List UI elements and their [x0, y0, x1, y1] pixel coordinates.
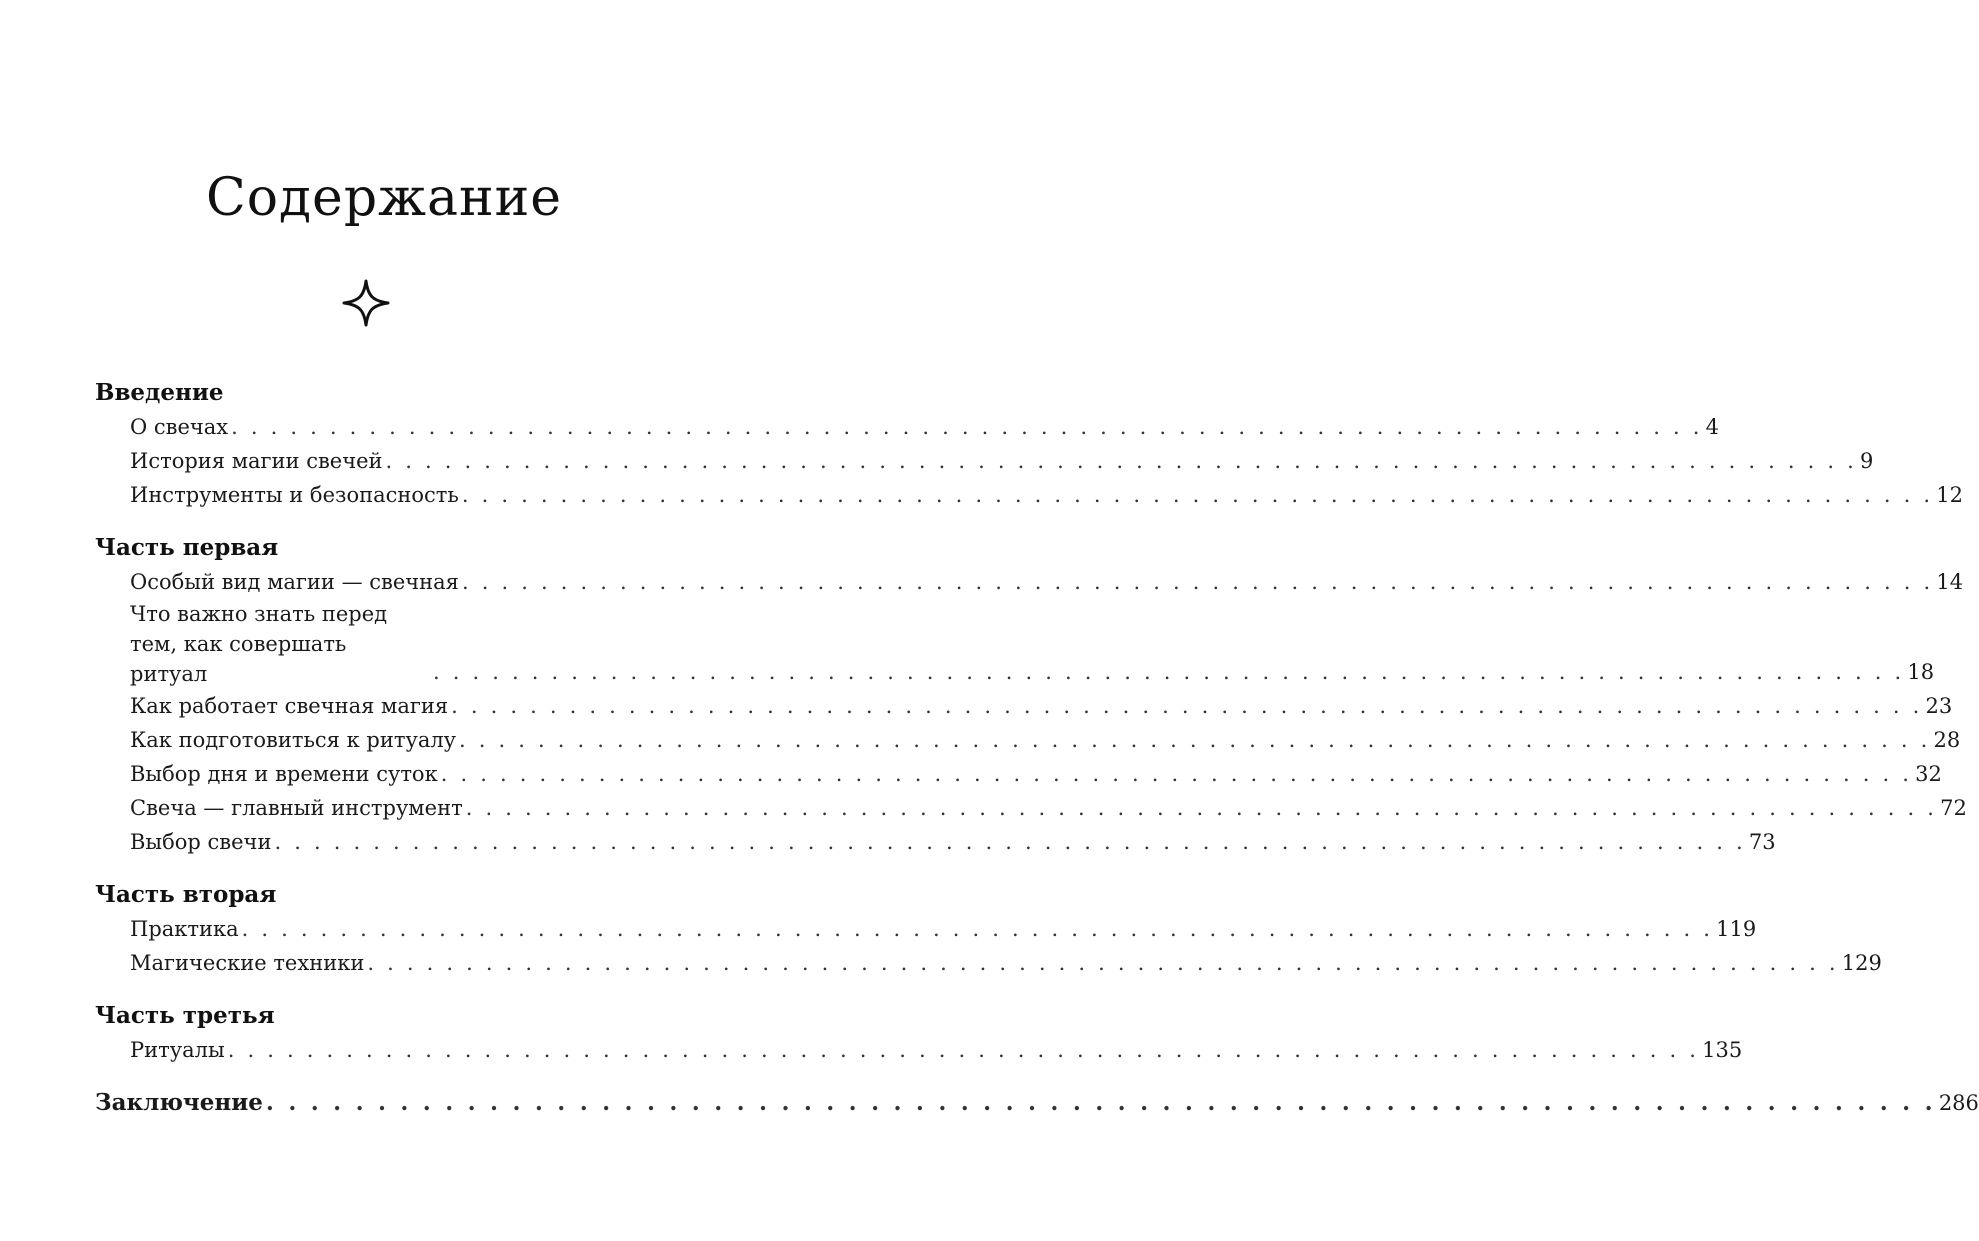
page-number: 286	[1938, 1091, 1979, 1115]
section-title: Введение	[95, 379, 224, 406]
page-number: 73	[1748, 830, 1776, 854]
dot-leader: . . . . . . . . . . . . . . . . . . . . . . . . . . . . . . . . . . . . . . . . . . . . . . . . . . . . . . . . . . . . . . . . . . . . . . . . . . .	[231, 415, 1703, 439]
toc-entry[interactable]	[95, 912, 1757, 946]
dot-leader: . . . . . . . . . . . . . . . . . . . . . . . . . . . . . . . . . . . . . . . . . . . . . . . . . . . . . . . . . . . . . . . . . . . . . . . . . . .	[227, 1038, 1700, 1062]
entry-title: Как подготовиться к ритуалу	[130, 728, 457, 752]
toc-entry[interactable]	[95, 444, 1874, 478]
page-number: 18	[1907, 660, 1935, 684]
toc-entry[interactable]	[95, 946, 1882, 980]
page-number: 119	[1716, 917, 1757, 941]
section-title: Часть первая	[95, 534, 279, 561]
section-part-one	[95, 531, 1967, 859]
toc-entry[interactable]	[95, 1033, 1743, 1067]
toc-entry[interactable]	[95, 791, 1967, 825]
section-part-three	[95, 999, 1743, 1067]
entry-title: О свечах	[130, 415, 229, 439]
page-number: 72	[1940, 796, 1967, 820]
dot-leader: . . . . . . . . . . . . . . . . . . . . . . . . . . . . . . . . . . . . . . . . . . . . . . . . . . . . . . . . . . . . . . . . . . . . . . . . . . .	[265, 1089, 1936, 1116]
page-number: 9	[1859, 449, 1874, 473]
toc-entry[interactable]	[95, 723, 1961, 757]
entry-title: История магии свечей	[130, 449, 383, 473]
entry-title: Как работает свечная магия	[130, 694, 449, 718]
section-introduction	[95, 376, 1963, 512]
entry-title: Особый вид магии — свечная	[130, 570, 459, 594]
dot-leader: . . . . . . . . . . . . . . . . . . . . . . . . . . . . . . . . . . . . . . . . . . . . . . . . . . . . . . . . . . . . . . . . . . . . . . . . . . .	[440, 762, 1913, 786]
toc-entry[interactable]	[95, 565, 1964, 599]
page-title: Содержание	[205, 168, 563, 228]
table-of-contents	[95, 376, 1979, 1120]
toc-entry[interactable]	[95, 689, 1953, 723]
toc-entry[interactable]	[95, 478, 1963, 512]
entry-title: Заключение	[95, 1089, 263, 1116]
dot-leader: . . . . . . . . . . . . . . . . . . . . . . . . . . . . . . . . . . . . . . . . . . . . . . . . . . . . . . . . . . . . . . . . . . . . . . . . . . .	[367, 951, 1839, 975]
entry-title: Выбор свечи	[130, 830, 272, 854]
toc-entry[interactable]	[95, 757, 1942, 791]
section-title: Часть вторая	[95, 881, 277, 908]
dot-leader: . . . . . . . . . . . . . . . . . . . . . . . . . . . . . . . . . . . . . . . . . . . . . . . . . . . . . . . . . . . . . . . . . . . . . . . . . . .	[459, 728, 1931, 752]
dot-leader: . . . . . . . . . . . . . . . . . . . . . . . . . . . . . . . . . . . . . . . . . . . . . . . . . . . . . . . . . . . . . . . . . . . . . . . . . . .	[433, 660, 1905, 684]
toc-entry-conclusion[interactable]	[95, 1086, 1979, 1120]
entry-title: Практика	[130, 917, 239, 941]
dot-leader: . . . . . . . . . . . . . . . . . . . . . . . . . . . . . . . . . . . . . . . . . . . . . . . . . . . . . . . . . . . . . . . . . . . . . . . . . . .	[241, 917, 1714, 941]
dot-leader: . . . . . . . . . . . . . . . . . . . . . . . . . . . . . . . . . . . . . . . . . . . . . . . . . . . . . . . . . . . . . . . . . . . . . . . . . . .	[461, 483, 1934, 507]
entry-title: Ритуалы	[130, 1038, 225, 1062]
dot-leader: . . . . . . . . . . . . . . . . . . . . . . . . . . . . . . . . . . . . . . . . . . . . . . . . . . . . . . . . . . . . . . . . . . . . . . . . . . .	[451, 694, 1923, 718]
dot-leader: . . . . . . . . . . . . . . . . . . . . . . . . . . . . . . . . . . . . . . . . . . . . . . . . . . . . . . . . . . . . . . . . . . . . . . . . . . .	[465, 796, 1938, 820]
page-number: 4	[1705, 415, 1719, 439]
section-title: Часть третья	[95, 1002, 275, 1029]
entry-title: Магические техники	[130, 951, 365, 975]
page-number: 28	[1933, 728, 1961, 752]
entry-title: Выбор дня и времени суток	[130, 762, 438, 786]
page-number: 23	[1925, 694, 1953, 718]
dot-leader: . . . . . . . . . . . . . . . . . . . . . . . . . . . . . . . . . . . . . . . . . . . . . . . . . . . . . . . . . . . . . . . . . . . . . . . . . . .	[274, 830, 1746, 854]
toc-entry[interactable]	[95, 410, 1719, 444]
entry-title: Что важно знать перед тем, как совершать ритуал	[130, 602, 388, 686]
entry-title: Свеча — главный инструмент	[130, 796, 463, 820]
page-number: 135	[1702, 1038, 1743, 1062]
page-number: 12	[1936, 483, 1963, 507]
dot-leader: . . . . . . . . . . . . . . . . . . . . . . . . . . . . . . . . . . . . . . . . . . . . . . . . . . . . . . . . . . . . . . . . . . . . . . . . . . .	[461, 570, 1934, 594]
toc-entry[interactable]	[95, 599, 1935, 689]
page-number: 14	[1936, 570, 1964, 594]
dot-leader: . . . . . . . . . . . . . . . . . . . . . . . . . . . . . . . . . . . . . . . . . . . . . . . . . . . . . . . . . . . . . . . . . . . . . . . . . . .	[385, 449, 1857, 473]
star-ornament-icon	[342, 279, 390, 327]
page-number: 32	[1915, 762, 1942, 786]
entry-title: Инструменты и безопасность	[130, 483, 459, 507]
page-number: 129	[1841, 951, 1882, 975]
section-part-two	[95, 878, 1882, 980]
toc-entry[interactable]	[95, 825, 1776, 859]
